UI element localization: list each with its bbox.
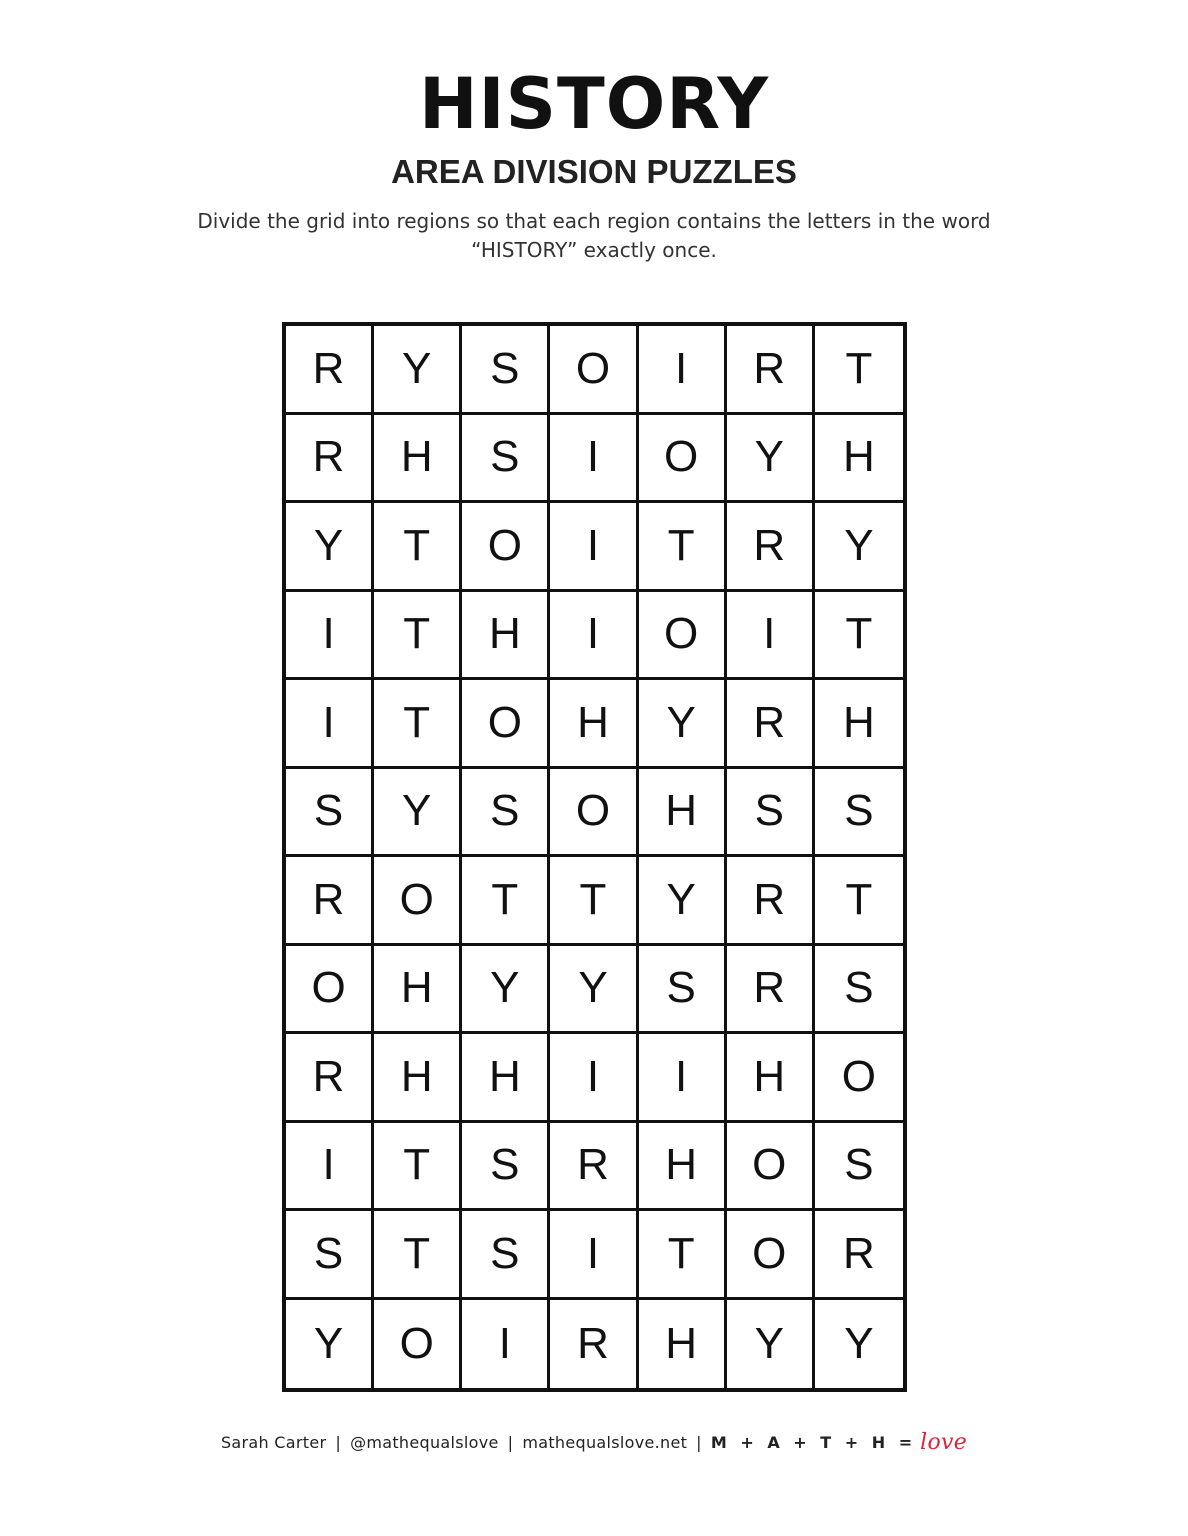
grid-cell[interactable]: Y bbox=[374, 326, 462, 415]
grid-cell[interactable]: O bbox=[727, 1123, 815, 1212]
grid-cell[interactable]: T bbox=[462, 857, 550, 946]
grid-cell[interactable]: Y bbox=[815, 503, 903, 592]
grid-cell[interactable]: H bbox=[639, 1123, 727, 1212]
grid-cell[interactable]: H bbox=[462, 592, 550, 681]
grid-cell[interactable]: I bbox=[639, 326, 727, 415]
page-title: HISTORY bbox=[418, 63, 770, 145]
footer-website: mathequalslove.net bbox=[522, 1433, 688, 1452]
grid-cell[interactable]: I bbox=[286, 680, 374, 769]
grid-cell[interactable]: Y bbox=[286, 503, 374, 592]
grid-cell[interactable]: S bbox=[286, 1211, 374, 1300]
grid-cell[interactable]: Y bbox=[639, 857, 727, 946]
grid-cell[interactable]: I bbox=[550, 1034, 638, 1123]
grid-cell[interactable]: H bbox=[815, 680, 903, 769]
grid-cell[interactable]: I bbox=[550, 503, 638, 592]
grid-cell[interactable]: O bbox=[462, 503, 550, 592]
grid-cell[interactable]: S bbox=[462, 1123, 550, 1212]
grid-cell[interactable]: R bbox=[727, 946, 815, 1035]
grid-cell[interactable]: S bbox=[462, 326, 550, 415]
grid-cell[interactable]: R bbox=[550, 1123, 638, 1212]
grid-cell[interactable]: H bbox=[639, 1300, 727, 1389]
brand-logo-script: love bbox=[920, 1430, 968, 1455]
grid-cell[interactable]: O bbox=[550, 326, 638, 415]
grid-cell[interactable]: Y bbox=[462, 946, 550, 1035]
grid-cell[interactable]: R bbox=[286, 326, 374, 415]
footer-separator: | bbox=[507, 1433, 514, 1452]
grid-cell[interactable]: T bbox=[374, 592, 462, 681]
grid-cell[interactable]: T bbox=[815, 857, 903, 946]
grid-cell[interactable]: S bbox=[286, 769, 374, 858]
grid-cell[interactable]: R bbox=[727, 857, 815, 946]
grid-cell[interactable]: O bbox=[815, 1034, 903, 1123]
page-subtitle: AREA DIVISION PUZZLES bbox=[391, 153, 797, 190]
puzzle-grid[interactable] bbox=[282, 322, 907, 1392]
footer-author: Sarah Carter bbox=[220, 1433, 327, 1452]
instructions-text: Divide the grid into regions so that each region contains the letters in the word “HISTORY” exactly once. bbox=[197, 209, 991, 262]
grid-cell[interactable]: O bbox=[639, 415, 727, 504]
grid-cell[interactable]: H bbox=[374, 1034, 462, 1123]
grid-cell[interactable]: S bbox=[727, 769, 815, 858]
grid-cell[interactable]: H bbox=[639, 769, 727, 858]
grid-cell[interactable]: H bbox=[374, 946, 462, 1035]
grid-cell[interactable]: S bbox=[815, 946, 903, 1035]
grid-cell[interactable]: T bbox=[815, 326, 903, 415]
grid-cell[interactable]: R bbox=[286, 857, 374, 946]
grid-cell[interactable]: O bbox=[727, 1211, 815, 1300]
grid-cell[interactable]: O bbox=[462, 680, 550, 769]
grid-cell[interactable]: R bbox=[286, 1034, 374, 1123]
grid-cell[interactable]: H bbox=[462, 1034, 550, 1123]
grid-cell[interactable]: R bbox=[727, 680, 815, 769]
grid-cell[interactable]: I bbox=[286, 1123, 374, 1212]
grid-cell[interactable]: S bbox=[815, 1123, 903, 1212]
footer-separator: | bbox=[696, 1433, 702, 1452]
grid-cell[interactable]: I bbox=[462, 1300, 550, 1389]
grid-cell[interactable]: T bbox=[639, 1211, 727, 1300]
footer-separator: | bbox=[335, 1433, 342, 1452]
grid-cell[interactable]: I bbox=[550, 1211, 638, 1300]
grid-cell[interactable]: T bbox=[815, 592, 903, 681]
grid-cell[interactable]: T bbox=[374, 1211, 462, 1300]
grid-cell[interactable]: S bbox=[462, 769, 550, 858]
grid-cell[interactable]: R bbox=[286, 415, 374, 504]
grid-cell[interactable]: Y bbox=[286, 1300, 374, 1389]
footer-handle: @mathequalslove bbox=[350, 1433, 499, 1452]
grid-cell[interactable]: H bbox=[550, 680, 638, 769]
grid-cell[interactable]: I bbox=[550, 592, 638, 681]
grid-cell[interactable]: T bbox=[550, 857, 638, 946]
grid-cell[interactable]: Y bbox=[727, 415, 815, 504]
grid-cell[interactable]: S bbox=[815, 769, 903, 858]
grid-cell[interactable]: Y bbox=[550, 946, 638, 1035]
grid-cell[interactable]: I bbox=[727, 592, 815, 681]
grid-cell[interactable]: S bbox=[462, 1211, 550, 1300]
grid-cell[interactable]: T bbox=[374, 680, 462, 769]
grid-cell[interactable]: H bbox=[815, 415, 903, 504]
grid-cell[interactable]: S bbox=[462, 415, 550, 504]
grid-cell[interactable]: T bbox=[374, 1123, 462, 1212]
grid-cell[interactable]: O bbox=[374, 1300, 462, 1389]
grid-cell[interactable]: S bbox=[639, 946, 727, 1035]
footer bbox=[0, 1430, 1188, 1455]
grid-cell[interactable]: R bbox=[727, 503, 815, 592]
grid-cell[interactable]: T bbox=[374, 503, 462, 592]
grid-cell[interactable]: Y bbox=[374, 769, 462, 858]
grid-cell[interactable]: Y bbox=[844, 1318, 874, 1368]
grid-cell[interactable]: O bbox=[374, 857, 462, 946]
grid-cell[interactable]: O bbox=[550, 769, 638, 858]
brand-logo-text: M + A + T + H = bbox=[710, 1433, 917, 1452]
grid-cell[interactable]: Y bbox=[727, 1300, 815, 1389]
grid-cell[interactable]: I bbox=[286, 592, 374, 681]
grid-cell[interactable]: T bbox=[639, 503, 727, 592]
grid-cell[interactable]: H bbox=[374, 415, 462, 504]
grid-cell[interactable]: I bbox=[550, 415, 638, 504]
grid-cell[interactable]: H bbox=[727, 1034, 815, 1123]
grid-cell[interactable]: Y bbox=[639, 680, 727, 769]
grid-cell[interactable]: I bbox=[639, 1034, 727, 1123]
grid-cell[interactable]: R bbox=[815, 1211, 903, 1300]
grid-cell[interactable]: R bbox=[727, 326, 815, 415]
grid-cell[interactable]: R bbox=[550, 1300, 638, 1389]
grid-cell[interactable]: O bbox=[286, 946, 374, 1035]
grid-cell[interactable]: O bbox=[639, 592, 727, 681]
